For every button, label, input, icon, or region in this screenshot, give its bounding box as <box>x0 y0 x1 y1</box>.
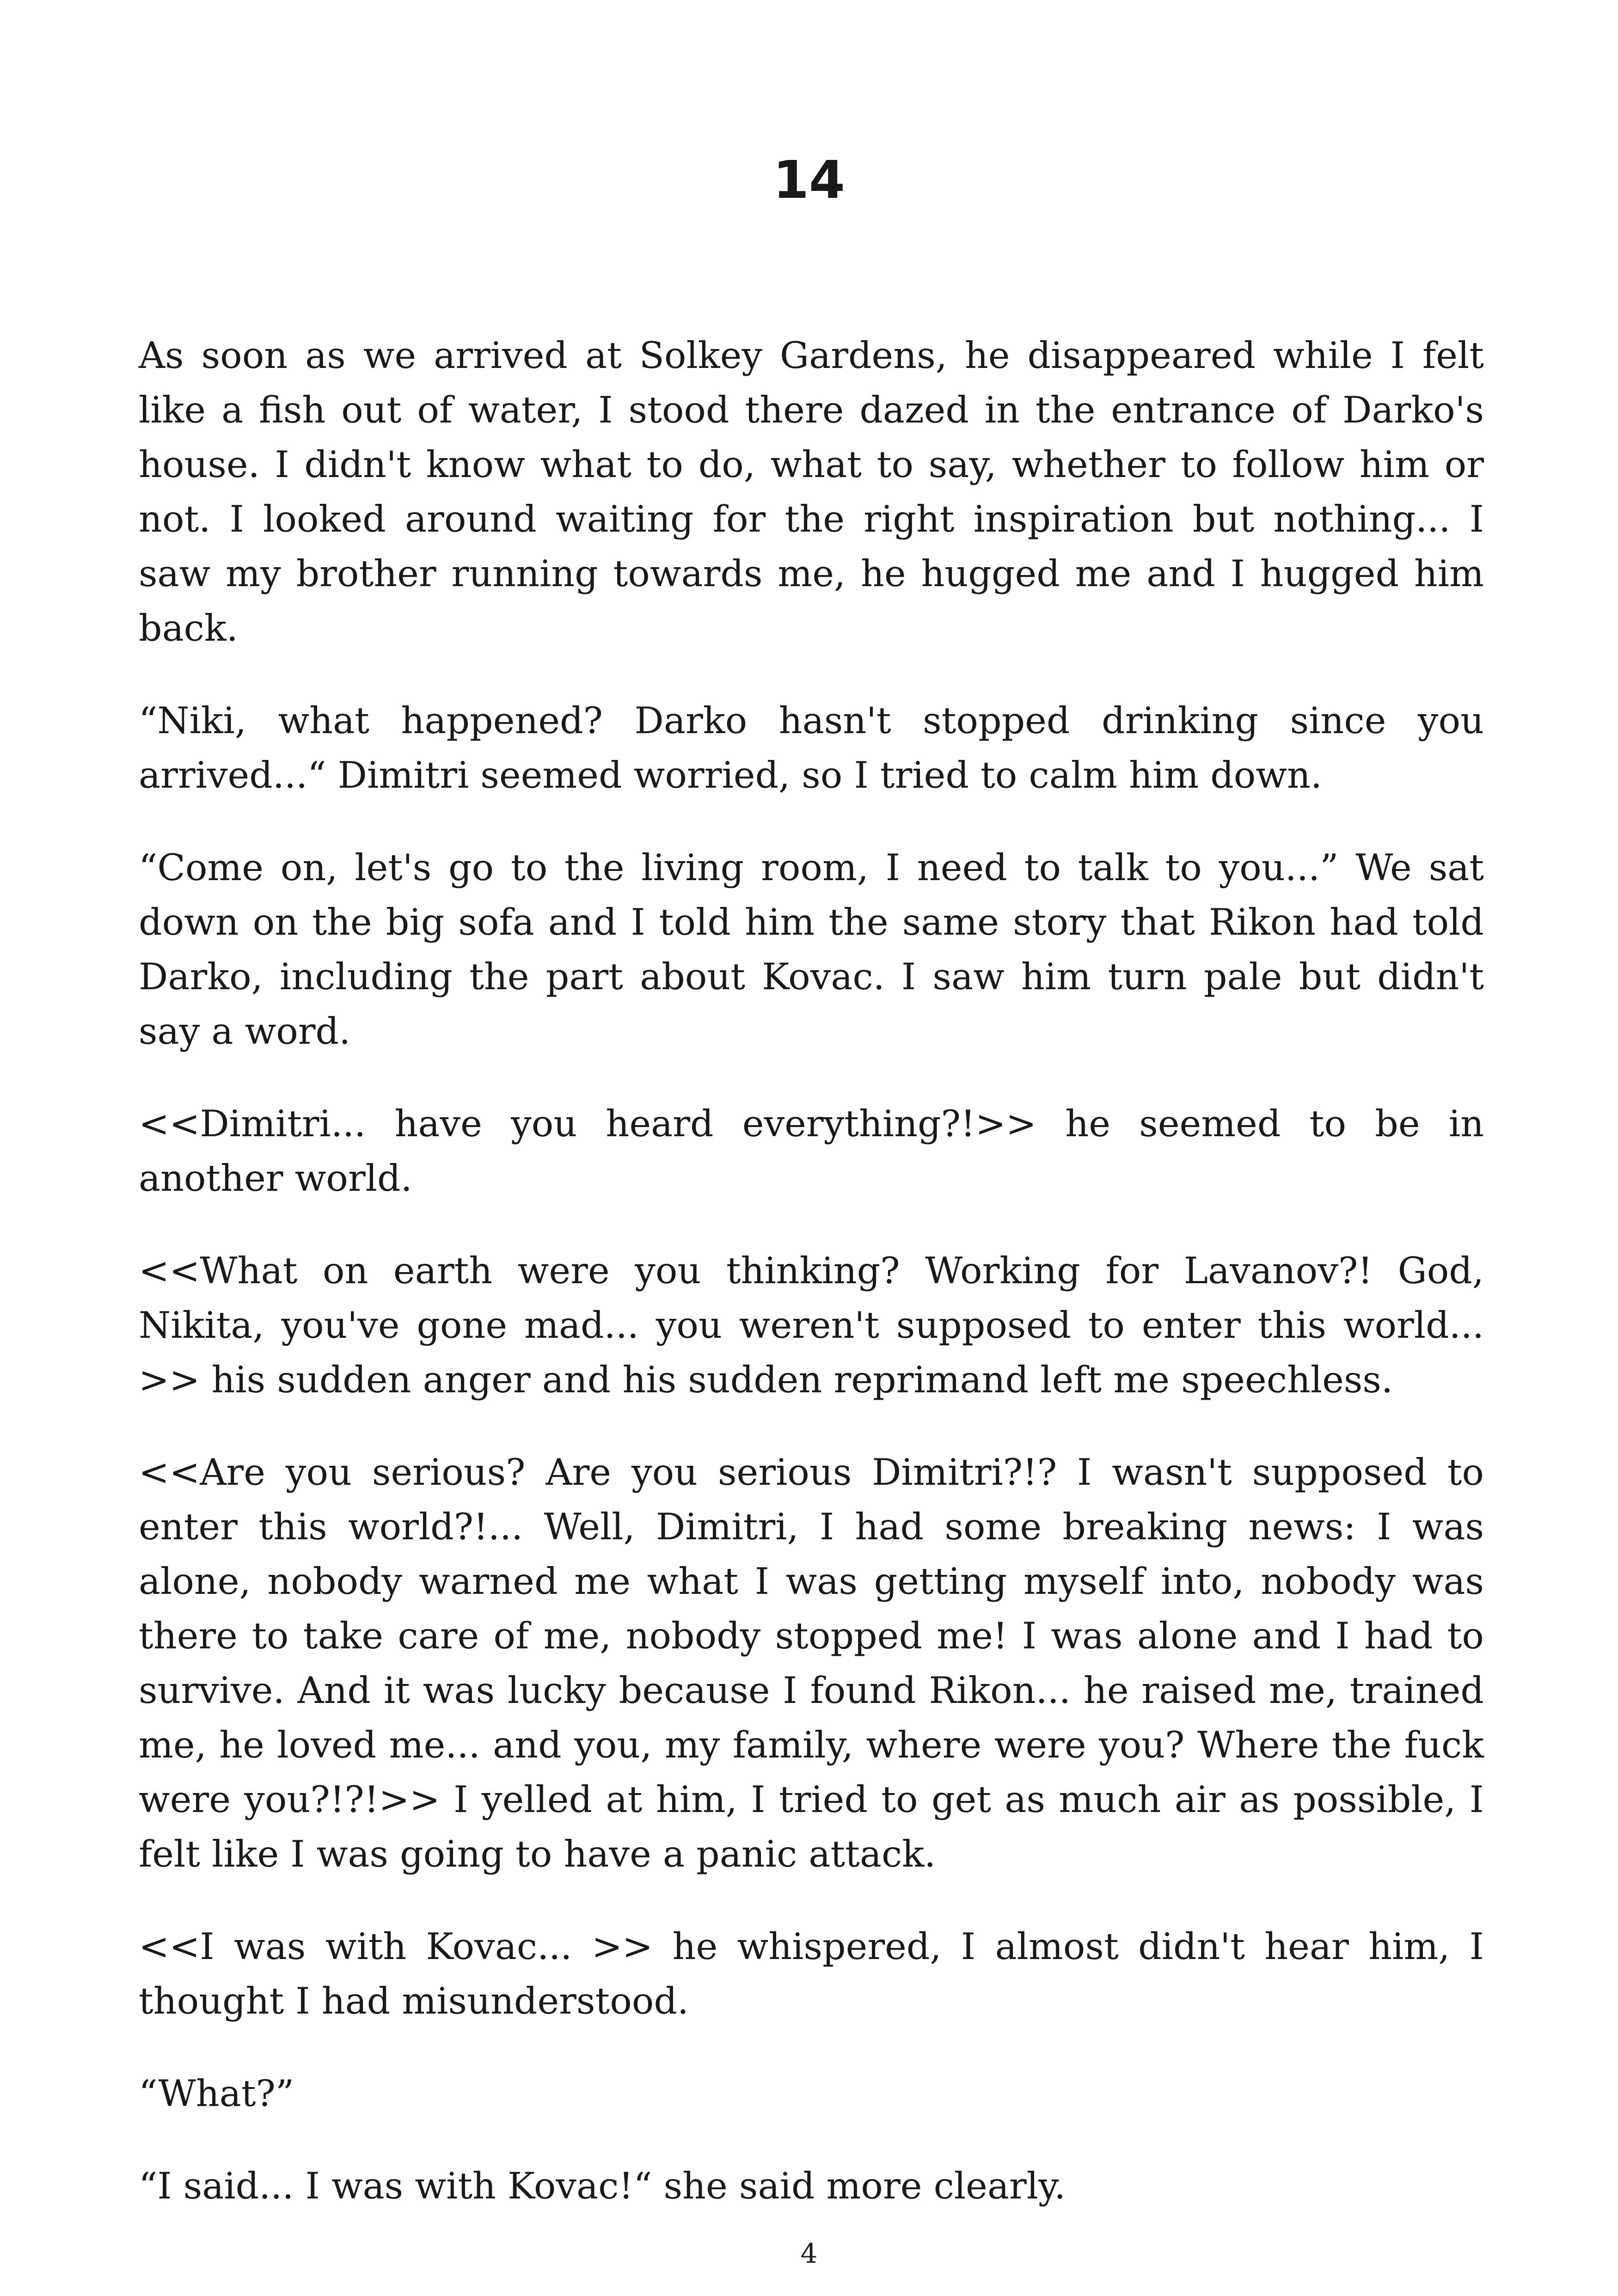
paragraph: <<Dimitri... have you heard everything?!>> he seemed to be in another world. <box>139 1102 1484 1200</box>
chapter-title: 14 <box>773 150 845 210</box>
paragraph: “What?” <box>139 2072 294 2115</box>
paragraph: <<What on earth were you thinking? Working for Lavanov?! God, Nikita, you've gone mad... you weren't supposed to enter this world... >> his sudden anger and his sudden reprimand left me speechless. <box>139 1249 1484 1401</box>
paragraph: <<Are you serious? Are you serious Dimitri?!? I wasn't supposed to enter this world?!... Well, Dimitri, I had some breaking news: I was alone, nobody warned me what I was getting myself into, nobody was there to take care of me, nobody stopped me! I was alone and I had to survive. And it was lucky because I found Rikon... he raised me, trained me, he loved me... and you, my family, where were you? Where the fuck were you?!?!>> I yelled at him, I tried to get as much air as possible, I felt like I was going to have a panic attack. <box>139 1451 1484 1875</box>
chapter-body <box>139 328 1484 2251</box>
paragraph: “I said... I was with Kovac!“ she said more clearly. <box>139 2165 1066 2207</box>
paragraph: <<I was with Kovac... >> he whispered, I almost didn't hear him, I thought I had misunderstood. <box>139 1925 1484 2022</box>
paragraph: “Niki, what happened? Darko hasn't stopped drinking since you arrived...“ Dimitri seemed worried, so I tried to calm him down. <box>139 699 1484 796</box>
page-number: 4 <box>800 2238 818 2269</box>
paragraph: “Come on, let's go to the living room, I need to talk to you...” We sat down on the big sofa and I told him the same story that Rikon had told Darko, including the part about Kovac. I saw him turn pale but didn't say a word. <box>139 846 1484 1053</box>
paragraph: As soon as we arrived at Solkey Gardens, he disappeared while I felt like a fish out of water, I stood there dazed in the entrance of Darko's house. I didn't know what to do, what to say, whether to follow him or not. I looked around waiting for the right inspiration but nothing... I saw my brother running towards me, he hugged me and I hugged him back. <box>139 334 1484 649</box>
